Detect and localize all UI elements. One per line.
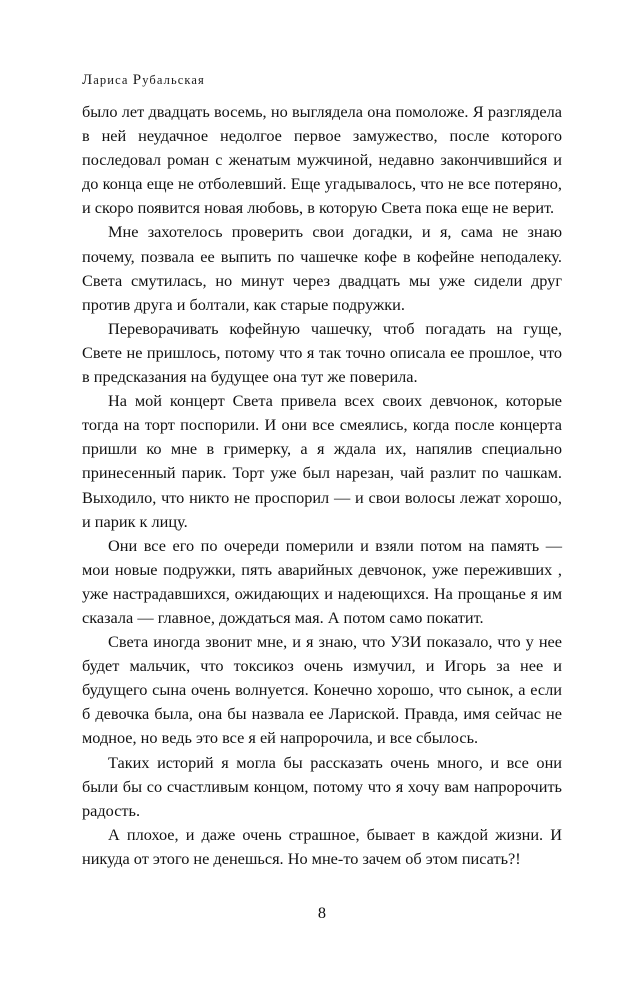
paragraph: Таких историй я могла бы рассказать очень много, и все они были бы со счастливым концом, потому что я хочу вам напророчить радость.: [82, 752, 562, 820]
running-head-surname-initial: Р: [132, 72, 143, 88]
body-text: [82, 100, 562, 871]
paragraph: Они все его по очереди померили и взяли потом на память — мои новые подружки, пять аварийных девчонок, уже переживших , уже настрадавшихся, ожидающих и надеющихся. На прощанье я им сказала — главное, дождаться мая. А потом само покатит.: [82, 535, 562, 627]
running-head: [82, 72, 562, 89]
paragraph: Мне захотелось проверить свои догадки, и я, сама не знаю почему, позвала ее выпить по чашечке кофе в кофейне неподалеку. Света смутилась, но минут через двадцать мы уже сидели друг против друга и болтали, как старые подружки.: [82, 222, 562, 314]
paragraph: На мой концерт Света привела всех своих девчонок, которые тогда на торт поспорили. И они все смеялись, когда после концерта пришли ко мне в гримерку, а я ждала их, напялив специально принесенный парик. Торт уже был нарезан, чай разлит по чашкам. Выходило, что никто не проспорил — и свои волосы лежат хорошо, и парик к лицу.: [82, 391, 562, 531]
running-head-author-initial: Л: [82, 72, 94, 88]
running-head-surname: убальская: [142, 73, 205, 87]
running-head-author-first: ариса: [93, 73, 133, 87]
paragraph: А плохое, и даже очень страшное, бывает в каждой жизни. И никуда от этого не денешься. Но мне-то зачем об этом писать?!: [82, 824, 562, 868]
paragraph: было лет двадцать восемь, но выглядела она помоложе. Я разглядела в ней неудачное недолгое первое замужество, после которого последовал роман с женатым мужчиной, недавно закончившийся и до конца еще не отболевший. Еще угадывалось, что не все потеряно, и скоро появится новая любовь, в которую Света пока еще не верит.: [82, 102, 562, 218]
paragraph: Переворачивать кофейную чашечку, чтоб погадать на гуще, Свете не пришлось, потому что я так точно описала ее прошлое, что в предсказания на будущее она тут же поверила.: [82, 318, 562, 387]
page-number: 8: [317, 903, 327, 922]
paragraph: Света иногда звонит мне, и я знаю, что УЗИ показало, что у нее будет мальчик, что токсикоз очень измучил, и Игорь за нее и будущего сына очень волнуется. Конечно хорошо, что сынок, а если б девочка была, она бы назвала ее Лариской. Правда, имя сейчас не модное, но ведь это все я ей напророчила, и все сбылось.: [82, 632, 562, 748]
